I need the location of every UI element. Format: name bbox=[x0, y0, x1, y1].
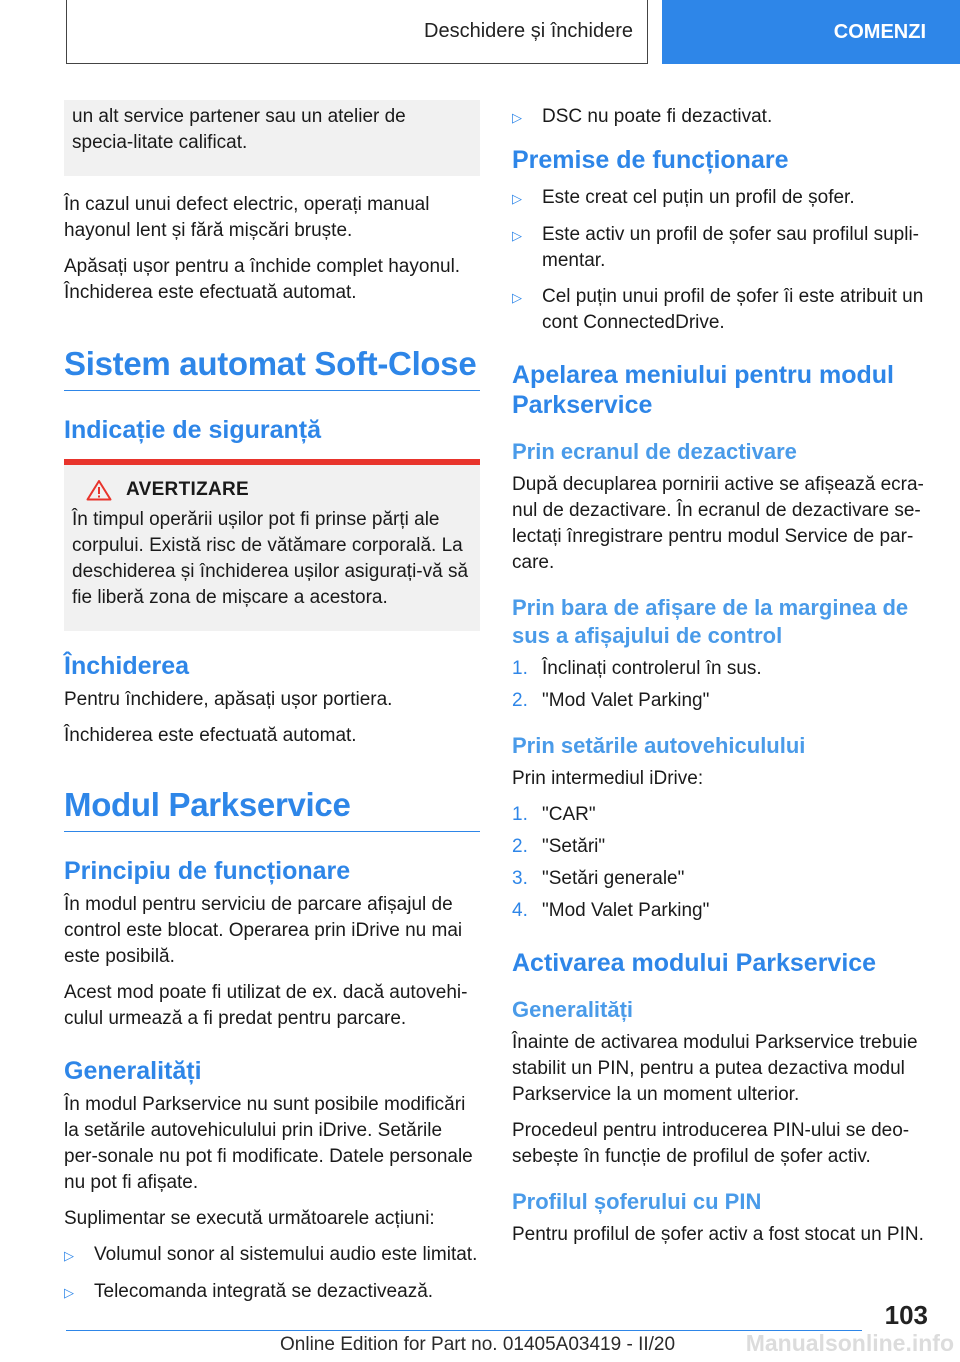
heading-closing: Închiderea bbox=[64, 652, 190, 680]
paragraph: Pentru închidere, apăsați ușor portiera. bbox=[64, 689, 393, 710]
footer-edition: Online Edition for Part no. 01405A03419 - II/20 bbox=[280, 1334, 676, 1355]
list-item: ▷ Cel puțin unui profil de șofer îi este atribuit un cont ConnectedDrive. bbox=[512, 284, 926, 336]
heading-general-right: Generalități bbox=[512, 997, 634, 1022]
list-item: ▷ Este activ un profil de șofer sau profilul supli-mentar. bbox=[512, 222, 926, 274]
heading-menu-call: Apelarea meniului pentru modul Parkservice bbox=[512, 361, 894, 419]
triangle-bullet-icon: ▷ bbox=[64, 1285, 74, 1300]
paragraph: În modul pentru serviciu de parcare afișajul de control este blocat. Operarea prin iDrive nu mai este posibilă. bbox=[64, 894, 463, 967]
steps-list-settings bbox=[512, 802, 926, 924]
heading-via-settings: Prin setările autovehiculului bbox=[512, 733, 806, 758]
heading-principle: Principiu de funcționare bbox=[64, 857, 351, 885]
paragraph: Închiderea este efectuată automat. bbox=[64, 725, 357, 746]
list-item: 3. "Setări generale" bbox=[512, 868, 685, 889]
list-item: 2. "Setări" bbox=[512, 836, 606, 857]
list-item: 4. "Mod Valet Parking" bbox=[512, 900, 710, 921]
triangle-bullet-icon: ▷ bbox=[512, 228, 522, 243]
paragraph: Prin intermediul iDrive: bbox=[512, 768, 704, 789]
warning-box bbox=[64, 459, 480, 631]
paragraph: Suplimentar se execută următoarele acțiuni: bbox=[64, 1208, 435, 1229]
heading-via-screen: Prin ecranul de dezactivare bbox=[512, 439, 797, 464]
paragraph: În cazul unui defect electric, operați manual hayonul lent și fără mișcări bruște. bbox=[64, 194, 430, 241]
list-item: 1. Înclinați controlerul în sus. bbox=[512, 658, 762, 679]
paragraph: un alt service partener sau un atelier de specia-litate calificat. bbox=[72, 106, 406, 153]
continued-list bbox=[512, 104, 926, 131]
heading-requirements: Premise de funcționare bbox=[512, 146, 789, 174]
paragraph: Procedeul pentru introducerea PIN-ului se deo-sebește în funcție de profilul de șofer activ. bbox=[512, 1120, 910, 1167]
triangle-bullet-icon: ▷ bbox=[64, 1248, 74, 1263]
page-number: 103 bbox=[884, 1300, 928, 1330]
paragraph: Acest mod poate fi utilizat de ex. dacă autovehi-culul urmează a fi predat pentru parcare. bbox=[64, 982, 468, 1029]
right-column bbox=[512, 100, 926, 1258]
heading-soft-close: Sistem automat Soft-Close bbox=[64, 344, 480, 391]
list-item: ▷ DSC nu poate fi dezactivat. bbox=[512, 104, 926, 131]
list-item: 2. "Mod Valet Parking" bbox=[512, 690, 710, 711]
heading-driver-profile-pin: Profilul șoferului cu PIN bbox=[512, 1189, 762, 1214]
heading-via-bar: Prin bara de afișare de la marginea de sus a afișajului de control bbox=[512, 595, 909, 648]
paragraph: Pentru profilul de șofer activ a fost stocat un PIN. bbox=[512, 1224, 924, 1245]
site-watermark: Manualsonline.info bbox=[745, 1330, 954, 1356]
chapter-tab-label: COMENZI bbox=[833, 20, 926, 43]
continued-note-box bbox=[64, 100, 480, 176]
steps-list-bar bbox=[512, 656, 926, 714]
warning-header bbox=[72, 479, 472, 501]
triangle-bullet-icon: ▷ bbox=[512, 191, 522, 206]
warning-title: AVERTIZARE bbox=[126, 479, 249, 500]
list-item: 1. "CAR" bbox=[512, 804, 596, 825]
heading-safety-note: Indicație de siguranță bbox=[64, 416, 322, 444]
paragraph: În modul Parkservice nu sunt posibile modificări la setările autovehiculului prin iDrive. Setările per-sonale nu pot fi modificate. Datele personale nu pot fi afișate. bbox=[64, 1094, 473, 1193]
footer-divider bbox=[66, 1330, 862, 1331]
paragraph: După decuplarea pornirii active se afișează ecra-nul de dezactivare. În ecranul de dezactivare se-lectați înregistrare pentru modul Service de par-care. bbox=[512, 474, 924, 573]
list-item: ▷ Telecomanda integrată se dezactivează. bbox=[64, 1279, 480, 1306]
triangle-bullet-icon: ▷ bbox=[512, 110, 522, 125]
paragraph: Înainte de activarea modului Parkservice trebuie stabilit un PIN, pentru a putea dezactiva modul Parkservice la un moment ulterior. bbox=[512, 1032, 918, 1105]
header-section-title bbox=[66, 0, 648, 64]
section-title-text: Deschidere și închidere bbox=[424, 20, 633, 42]
action-list bbox=[64, 1242, 480, 1306]
warning-text: În timpul operării ușilor pot fi prinse părți ale corpului. Există risc de vătămare corporală. La deschiderea și închiderea ușilor asigurați-vă să fie liberă zona de mișcare a acestora. bbox=[72, 509, 469, 608]
warning-triangle-icon bbox=[86, 479, 112, 501]
header-chapter-tab[interactable] bbox=[662, 0, 960, 64]
list-item: ▷ Este creat cel puțin un profil de șofer. bbox=[512, 185, 926, 212]
triangle-bullet-icon: ▷ bbox=[512, 290, 522, 305]
heading-parkservice: Modul Parkservice bbox=[64, 785, 480, 832]
left-column bbox=[64, 100, 480, 1316]
requirements-list bbox=[512, 185, 926, 336]
heading-general: Generalități bbox=[64, 1057, 202, 1085]
paragraph: Apăsați ușor pentru a închide complet hayonul. Închiderea este efectuată automat. bbox=[64, 256, 461, 303]
list-item: ▷ Volumul sonor al sistemului audio este limitat. bbox=[64, 1242, 480, 1269]
heading-activation: Activarea modului Parkservice bbox=[512, 949, 877, 977]
